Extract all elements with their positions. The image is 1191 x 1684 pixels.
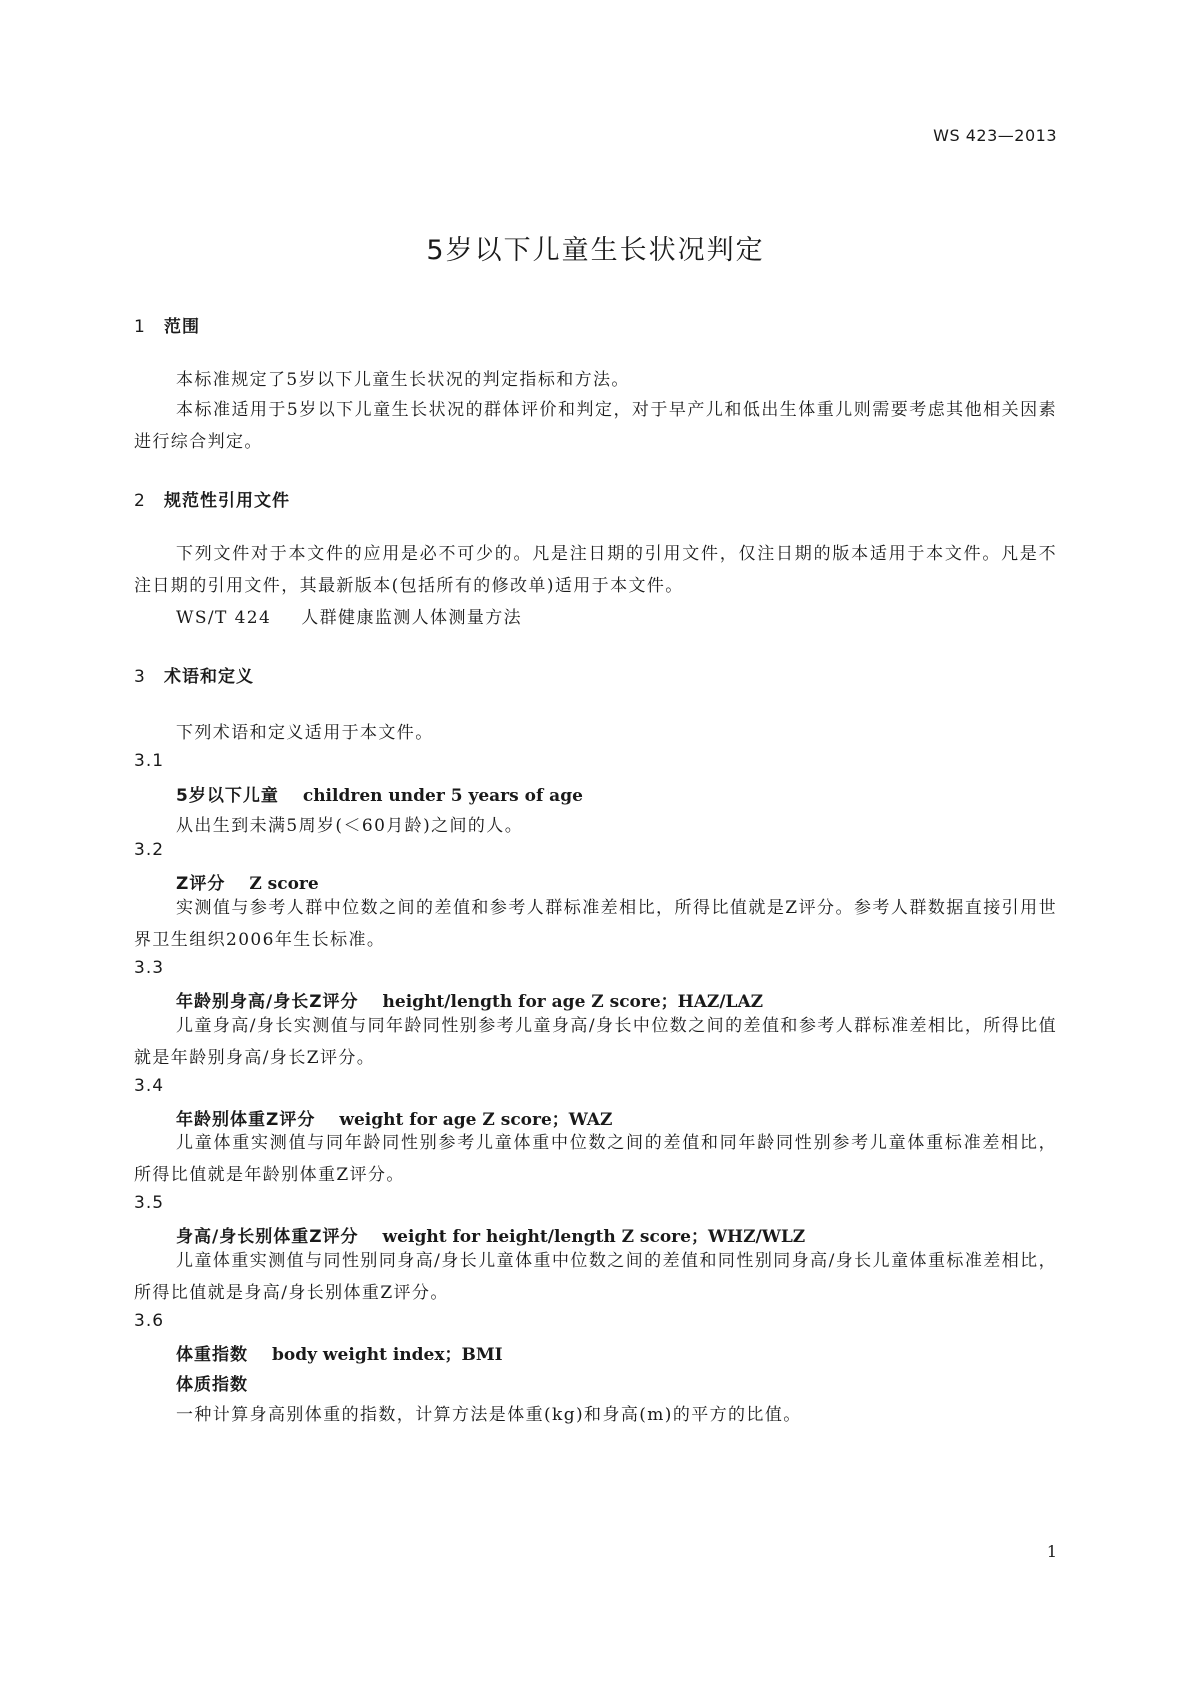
clause-number: 3.2: [134, 840, 165, 860]
section-title: 术语和定义: [164, 667, 254, 687]
clause-number: 3.4: [134, 1076, 165, 1096]
term-definition: 一种计算身高别体重的指数，计算方法是体重(kg)和身高(m)的平方的比值。: [176, 1405, 802, 1425]
standard-code: WS 423—2013: [933, 126, 1057, 145]
reference-title: 人群健康监测人体测量方法: [301, 608, 523, 628]
section-number: 3: [134, 667, 146, 687]
paragraph: 下列文件对于本文件的应用是必不可少的。凡是注日期的引用文件，仅注日期的版本适用于本文件。凡是不注日期的引用文件，其最新版本(包括所有的修改单)适用于本文件。: [134, 544, 1057, 596]
page-number: 1: [1046, 1542, 1057, 1561]
document-title: 5岁以下儿童生长状况判定: [426, 235, 765, 266]
term-zh: 年龄别身高/身长Z评分: [176, 992, 359, 1012]
reference-entry: [176, 603, 522, 628]
term-definition: 实测值与参考人群中位数之间的差值和参考人群标准差相比，所得比值就是Z评分。参考人群数据直接引用世界卫生组织2006年生长标准。: [134, 898, 1057, 950]
term-definition: 儿童身高/身长实测值与同年龄同性别参考儿童身高/身长中位数之间的差值和参考人群标准差相比，所得比值就是年龄别身高/身长Z评分。: [134, 1016, 1057, 1068]
paragraph: 本标准规定了5岁以下儿童生长状况的判定指标和方法。: [176, 370, 630, 390]
term-zh: 身高/身长别体重Z评分: [176, 1227, 359, 1247]
term-entry: [176, 987, 763, 1012]
clause-number: 3.5: [134, 1193, 165, 1213]
clause-number: 3.6: [134, 1311, 165, 1331]
term-entry: [176, 1340, 503, 1365]
term-en: height/length for age Z score；HAZ/LAZ: [382, 992, 764, 1012]
paragraph: 下列术语和定义适用于本文件。: [176, 723, 434, 743]
reference-code: WS/T 424: [176, 608, 272, 628]
term-en: body weight index；BMI: [272, 1345, 503, 1365]
term-zh: 5岁以下儿童: [176, 786, 279, 806]
term-entry: [176, 869, 319, 894]
term-en: Z score: [249, 874, 319, 894]
section-number: 1: [134, 317, 146, 337]
term-zh: 年龄别体重Z评分: [176, 1110, 316, 1130]
section-heading-normative-references: [134, 486, 290, 511]
paragraph: 本标准适用于5岁以下儿童生长状况的群体评价和判定，对于早产儿和低出生体重儿则需要考虑其他相关因素进行综合判定。: [134, 400, 1057, 452]
section-heading-terms: [134, 662, 254, 687]
term-definition: 儿童体重实测值与同性别同身高/身长儿童体重中位数之间的差值和同性别同身高/身长儿童体重标准差相比，所得比值就是身高/身长别体重Z评分。: [134, 1251, 1057, 1303]
term-en: children under 5 years of age: [302, 786, 583, 806]
clause-number: 3.1: [134, 751, 165, 771]
term-en: weight for age Z score；WAZ: [339, 1110, 613, 1130]
section-heading-scope: [134, 312, 200, 337]
clause-number: 3.3: [134, 958, 165, 978]
term-zh: Z评分: [176, 874, 226, 894]
section-title: 规范性引用文件: [164, 491, 290, 511]
term-alternate: [176, 1370, 248, 1395]
term-definition: 从出生到未满5周岁(＜60月龄)之间的人。: [176, 816, 524, 836]
section-number: 2: [134, 491, 146, 511]
term-en: weight for height/length Z score；WHZ/WLZ: [382, 1227, 806, 1247]
term-alt-zh: 体质指数: [176, 1375, 248, 1395]
term-entry: [176, 781, 583, 806]
section-title: 范围: [164, 317, 200, 337]
term-entry: [176, 1222, 805, 1247]
term-definition: 儿童体重实测值与同年龄同性别参考儿童体重中位数之间的差值和同年龄同性别参考儿童体重标准差相比，所得比值就是年龄别体重Z评分。: [134, 1133, 1057, 1185]
term-zh: 体重指数: [176, 1345, 248, 1365]
